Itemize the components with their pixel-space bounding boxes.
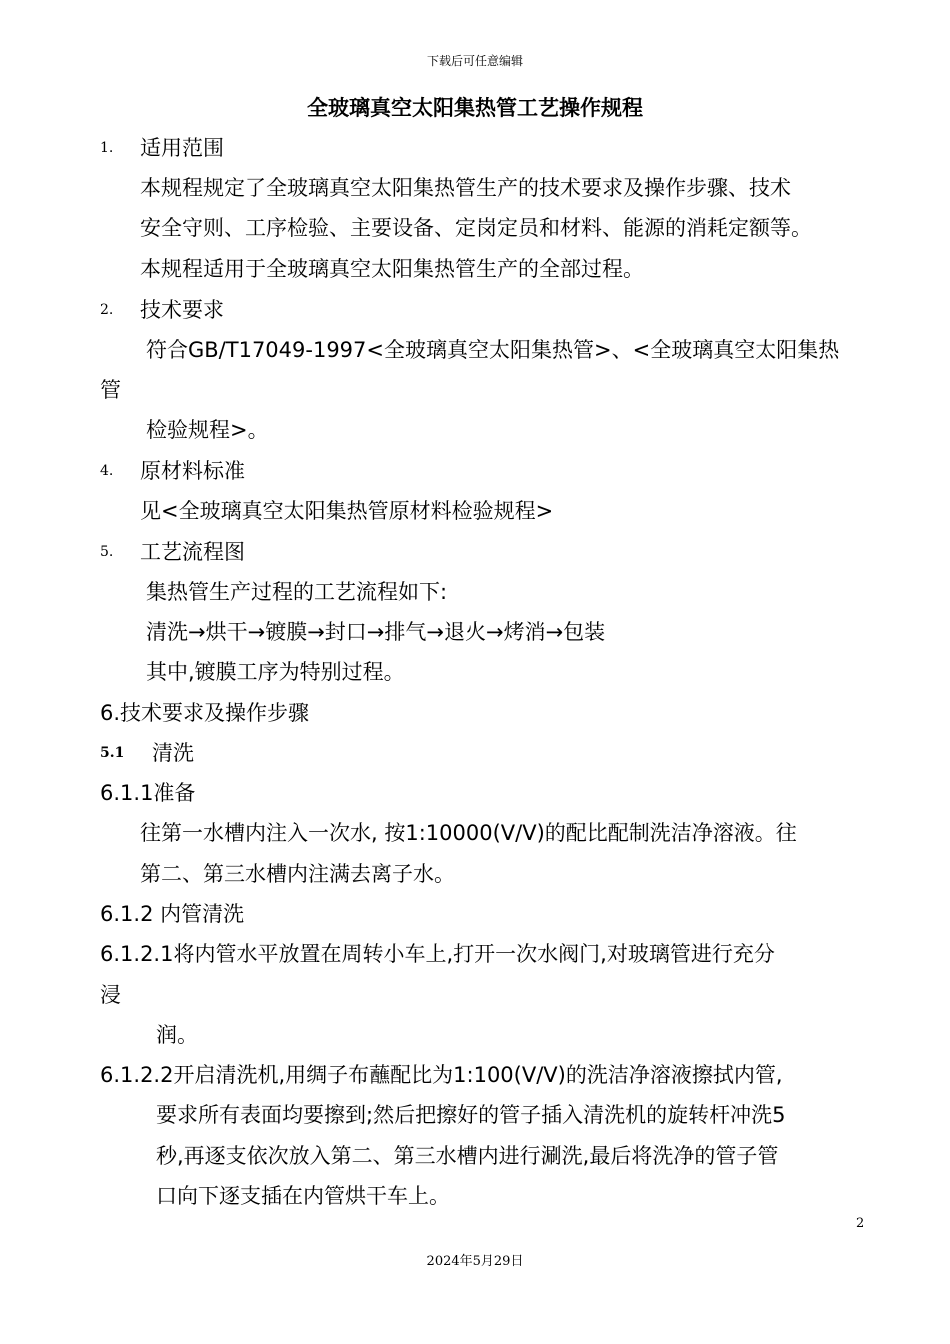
clause-heading: 6.1.1准备 [100,781,196,805]
paragraph-line: 润。 [156,1023,198,1047]
page-number: 2 [856,1216,865,1231]
section-heading: 技术要求 [140,298,224,322]
paragraph-line: 要求所有表面均要擦到;然后把擦好的管子插入清洗机的旋转杆冲洗5 [156,1103,786,1127]
paragraph-line: 口向下逐支插在内管烘干车上。 [156,1184,450,1208]
clause-heading: 6.1.2 内管清洗 [100,902,245,926]
paragraph-line: 第二、第三水槽内注满去离子水。 [140,862,455,886]
paragraph-line: 集热管生产过程的工艺流程如下: [146,580,448,604]
paragraph-line: 本规程适用于全玻璃真空太阳集热管生产的全部过程。 [140,257,644,281]
section-heading: 6.技术要求及操作步骤 [100,701,310,725]
paragraph-line: 本规程规定了全玻璃真空太阳集热管生产的技术要求及操作步骤、技术 [140,176,791,200]
section-heading: 适用范围 [140,136,224,160]
document-title: 全玻璃真空太阳集热管工艺操作规程 [307,96,643,120]
process-flow: 清洗→烘干→镀膜→封口→排气→退火→烤消→包装 [146,620,606,644]
section-heading: 工艺流程图 [140,540,245,564]
section-heading: 原材料标准 [140,459,245,483]
page-header: 下载后可任意编辑 [426,54,523,68]
paragraph-line: 管 [100,378,121,402]
paragraph-line: 检验规程>。 [146,418,269,442]
paragraph-line: 6.1.2.2开启清洗机,用绸子布蘸配比为1:100(V/V)的洗洁净溶液擦拭内管, [100,1063,783,1087]
section-number: 1. [100,140,114,156]
paragraph-line: 浸 [100,983,121,1007]
section-number: 4. [100,463,114,479]
section-number: 2. [100,302,114,318]
paragraph-line: 其中,镀膜工序为特别过程。 [146,660,405,684]
paragraph-line: 往第一水槽内注入一次水, 按1:10000(V/V)的配比配制洗洁净溶液。往 [140,821,797,845]
section-number: 5. [100,544,114,560]
paragraph-line: 秒,再逐支依次放入第二、第三水槽内进行涮洗,最后将洗净的管子管 [156,1144,779,1168]
paragraph-line: 符合GB/T17049-1997<全玻璃真空太阳集热管>、<全玻璃真空太阳集热 [146,338,840,362]
paragraph-line: 见<全玻璃真空太阳集热管原材料检验规程> [140,499,554,523]
paragraph-line: 6.1.2.1将内管水平放置在周转小车上,打开一次水阀门,对玻璃管进行充分 [100,942,775,966]
paragraph-line: 安全守则、工序检验、主要设备、定岗定员和材料、能源的消耗定额等。 [140,216,812,240]
page-footer-date: 2024年5月29日 [426,1254,524,1269]
subsection-heading: 清洗 [152,741,194,765]
subsection-number: 5.1 [100,745,125,761]
